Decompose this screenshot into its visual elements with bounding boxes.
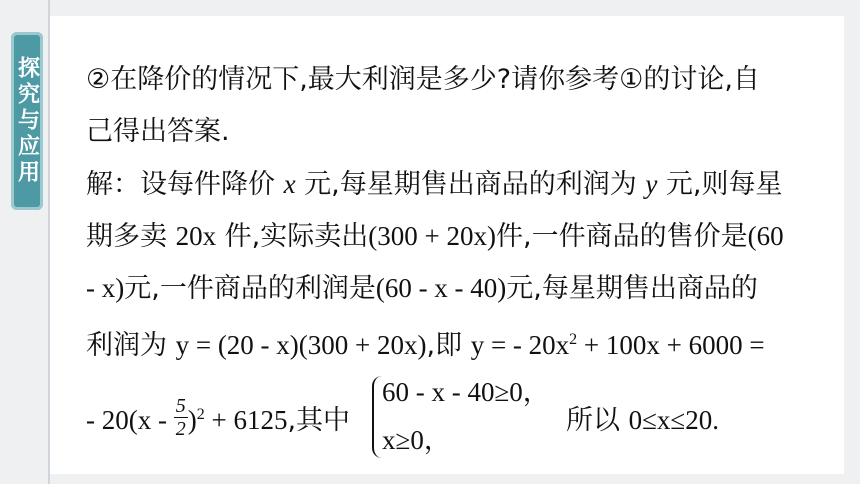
fraction bbox=[174, 395, 188, 440]
solution-text: 所以 bbox=[566, 405, 629, 436]
solution-line-4 bbox=[86, 318, 816, 370]
math-expr: (60 bbox=[747, 221, 784, 251]
question-line-1 bbox=[86, 58, 816, 110]
math-expr: y = (20 - x)(300 + 20x) bbox=[175, 330, 427, 360]
vertex-form bbox=[86, 395, 351, 444]
solution-text: ,即 bbox=[426, 330, 471, 361]
frame-bottom bbox=[48, 474, 860, 484]
solution-text: ,其中 bbox=[287, 405, 351, 436]
solution-text: 解：设每件降价 bbox=[86, 169, 284, 200]
question-line-2 bbox=[86, 110, 816, 162]
solution-line-2 bbox=[86, 214, 816, 266]
section-tab bbox=[11, 32, 43, 210]
solution-text: 元,一件商品的利润是 bbox=[124, 273, 376, 304]
range-conclusion bbox=[566, 398, 719, 437]
solution-text: 件,实际卖出 bbox=[216, 221, 369, 252]
solution-line-5 bbox=[86, 370, 816, 470]
vertical-rule bbox=[48, 0, 50, 484]
math-expr: y = - 20x bbox=[470, 330, 570, 360]
system-row-1: 60 - x - 40≥0， bbox=[382, 377, 550, 407]
solution-line-1 bbox=[86, 162, 816, 214]
section-tab-label: 探究与应用 bbox=[14, 56, 40, 186]
system-row-2: x≥0， bbox=[382, 425, 451, 455]
math-var: y bbox=[645, 169, 658, 199]
solution-text: 元,则每星 bbox=[657, 169, 783, 200]
solution-text: 元,每星期售出商品的 bbox=[506, 273, 758, 304]
solution-line-3 bbox=[86, 266, 816, 318]
math-exponent: 2 bbox=[569, 331, 578, 348]
math-expr: - 20(x - bbox=[86, 405, 174, 435]
math-expr: (300 + 20x) bbox=[368, 221, 496, 251]
frame-top bbox=[48, 0, 860, 16]
question-text-1: ②在降价的情况下,最大利润是多少?请你参考①的讨论,自 bbox=[86, 64, 760, 95]
question-text-2: 己得出答案. bbox=[86, 116, 230, 147]
math-var: x bbox=[283, 169, 296, 199]
fraction-numerator: 5 bbox=[175, 395, 186, 417]
math-expr: 20x bbox=[175, 221, 217, 251]
solution-text: 期多卖 bbox=[86, 221, 176, 252]
solution-text: 件,一件商品的售价是 bbox=[495, 221, 748, 252]
system-brace bbox=[372, 376, 382, 458]
frame-right bbox=[844, 0, 860, 484]
math-expr: 0≤x≤20. bbox=[628, 405, 719, 435]
math-expr: - x) bbox=[86, 273, 125, 303]
lesson-content bbox=[86, 58, 816, 470]
math-expr: ) bbox=[187, 405, 197, 435]
solution-text: 元,每星期售出商品的利润为 bbox=[295, 169, 646, 200]
math-expr: + 100x + 6000 = bbox=[577, 330, 765, 360]
math-exponent: 2 bbox=[196, 406, 205, 423]
math-expr: + 6125 bbox=[204, 405, 288, 435]
fraction-denominator: 2 bbox=[175, 418, 186, 440]
math-expr: (60 - x - 40) bbox=[375, 273, 507, 303]
solution-text: 利润为 bbox=[86, 330, 176, 361]
